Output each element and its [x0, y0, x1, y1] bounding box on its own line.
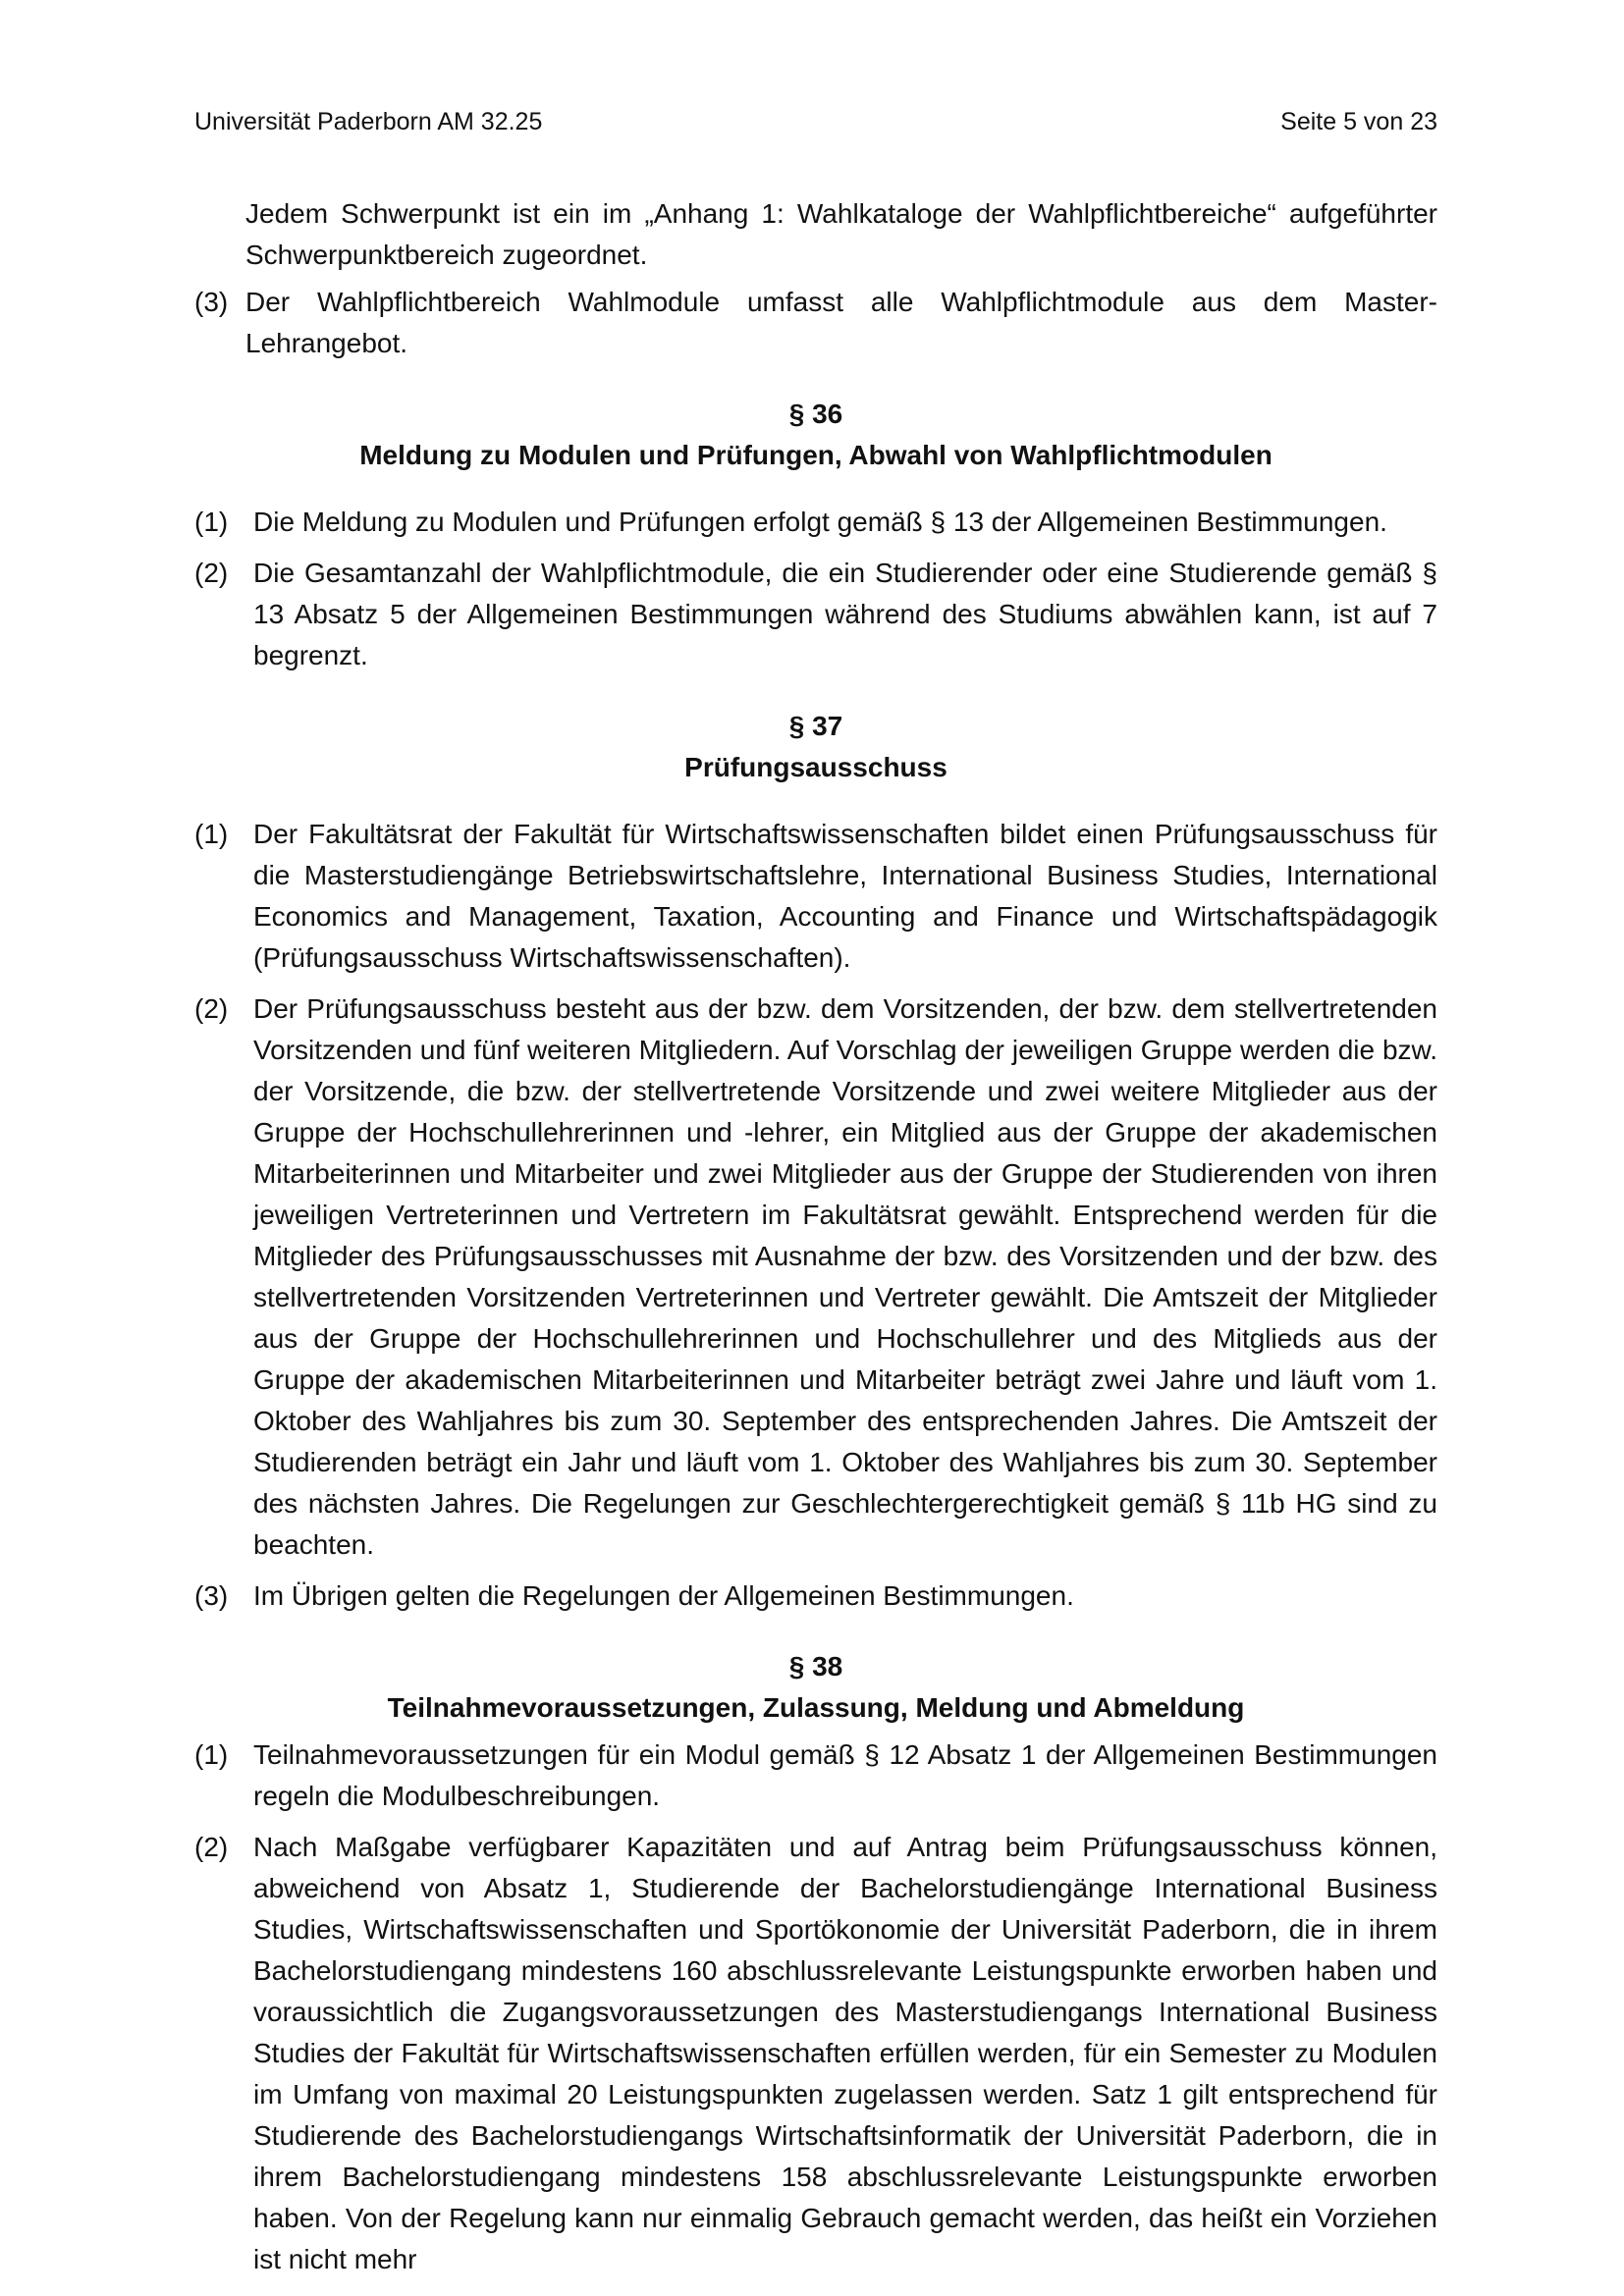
- list-item: [194, 282, 1437, 364]
- item-text: Der Wahlpflichtbereich Wahlmodule umfasst alle Wahlpflichtmodule aus dem Master-Lehrangebot.: [245, 287, 1437, 358]
- item-number: (3): [194, 287, 229, 317]
- item-number: (2): [194, 558, 229, 588]
- item-text: Im Übrigen gelten die Regelungen der Allgemeinen Bestimmungen.: [253, 1580, 1074, 1611]
- section-number: § 36: [788, 399, 843, 429]
- list-item: [194, 553, 1437, 676]
- section-heading-36: [194, 394, 1437, 476]
- paragraph-continuation: Jedem Schwerpunkt ist ein im „Anhang 1: Wahlkataloge der Wahlpflichtbereiche“ aufgeführter Schwerpunktbereich zugeordnet.: [245, 198, 1437, 270]
- running-header: [194, 102, 1437, 141]
- list-item: [194, 1827, 1437, 2280]
- item-text: Der Fakultätsrat der Fakultät für Wirtschaftswissenschaften bildet einen Prüfungsausschuss für die Masterstudiengänge Betriebswirtschaftslehre, International Business Studies, International Economics and Management, Taxation, Accounting and Finance und Wirtschaftspädagogik (Prüfungsausschuss Wirtschaftswissenschaften).: [253, 819, 1437, 973]
- item-number: (1): [194, 1739, 229, 1770]
- item-number: (3): [194, 1580, 229, 1611]
- section-title: Teilnahmevoraussetzungen, Zulassung, Meldung und Abmeldung: [387, 1692, 1245, 1723]
- section-heading-38: [194, 1646, 1437, 1729]
- header-publication: Universität Paderborn AM 32.25: [194, 108, 543, 135]
- item-number: (1): [194, 507, 229, 537]
- section-number: § 38: [788, 1651, 843, 1682]
- section-number: § 37: [788, 711, 843, 741]
- item-number: (2): [194, 993, 229, 1024]
- list-item: [194, 1575, 1437, 1617]
- item-text: Der Prüfungsausschuss besteht aus der bzw. dem Vorsitzenden, der bzw. dem stellvertretenden Vorsitzenden und fünf weiteren Mitgliedern. Auf Vorschlag der jeweiligen Gruppe werden die bzw. der Vorsitzende, die bzw. der stellvertretende Vorsitzende und zwei weitere Mitglieder aus der Gruppe der Hochschullehrerinnen und -lehrer, ein Mitglied aus der Gruppe der akademischen Mitarbeiterinnen und Mitarbeiter und zwei Mitglieder aus der Gruppe der Studierenden von ihren jeweiligen Vertreterinnen und Vertretern im Fakultätsrat gewählt. Entsprechend werden für die Mitglieder des Prüfungsausschusses mit Ausnahme der bzw. des Vorsitzenden und der bzw. des stellvertretenden Vorsitzenden Vertreterinnen und Vertreter gewählt. Die Amtszeit der Mitglieder aus der Gruppe der Hochschullehrerinnen und Hochschullehrer und des Mitglieds aus der Gruppe der akademischen Mitarbeiterinnen und Mitarbeiter beträgt zwei Jahre und läuft vom 1. Oktober des Wahljahres bis zum 30. September des entsprechenden Jahres. Die Amtszeit der Studierenden beträgt ein Jahr und läuft vom 1. Oktober des Wahljahres bis zum 30. September des nächsten Jahres. Die Regelungen zur Geschlechtergerechtigkeit gemäß § 11b HG sind zu beachten.: [253, 993, 1437, 1560]
- item-text: Nach Maßgabe verfügbarer Kapazitäten und auf Antrag beim Prüfungsausschuss können, abweichend von Absatz 1, Studierende der Bachelorstudiengänge International Business Studies, Wirtschaftswissenschaften und Sportökonomie der Universität Paderborn, die in ihrem Bachelorstudiengang mindestens 160 abschlussrelevante Leistungspunkte erworben haben und voraussichtlich die Zugangsvoraussetzungen des Masterstudiengangs International Business Studies der Fakultät für Wirtschaftswissenschaften erfüllen werden, für ein Semester zu Modulen im Umfang von maximal 20 Leistungspunkten zugelassen werden. Satz 1 gilt entsprechend für Studierende des Bachelorstudiengangs Wirtschaftsinformatik der Universität Paderborn, die in ihrem Bachelorstudiengang mindestens 158 abschlussrelevante Leistungspunkte erworben haben. Von der Regelung kann nur einmalig Gebrauch gemacht werden, das heißt ein Vorziehen ist nicht mehr: [253, 1832, 1437, 2274]
- item-text: Teilnahmevoraussetzungen für ein Modul gemäß § 12 Absatz 1 der Allgemeinen Bestimmungen regeln die Modulbeschreibungen.: [253, 1739, 1437, 1811]
- list-item: [194, 814, 1437, 979]
- item-text: Die Gesamtanzahl der Wahlpflichtmodule, die ein Studierender oder eine Studierende gemäß § 13 Absatz 5 der Allgemeinen Bestimmungen während des Studiums abwählen kann, ist auf 7 begrenzt.: [253, 558, 1437, 670]
- section-title: Prüfungsausschuss: [684, 752, 947, 782]
- section-title: Meldung zu Modulen und Prüfungen, Abwahl von Wahlpflichtmodulen: [359, 440, 1272, 470]
- header-page-number: Seite 5 von 23: [1280, 108, 1437, 135]
- item-text: Die Meldung zu Modulen und Prüfungen erfolgt gemäß § 13 der Allgemeinen Bestimmungen.: [253, 507, 1387, 537]
- list-item: [194, 988, 1437, 1566]
- list-item: [194, 502, 1437, 543]
- item-number: (1): [194, 819, 229, 849]
- list-item: [194, 1735, 1437, 1817]
- section-heading-37: [194, 706, 1437, 788]
- item-number: (2): [194, 1832, 229, 1862]
- document-body: [194, 193, 1437, 2290]
